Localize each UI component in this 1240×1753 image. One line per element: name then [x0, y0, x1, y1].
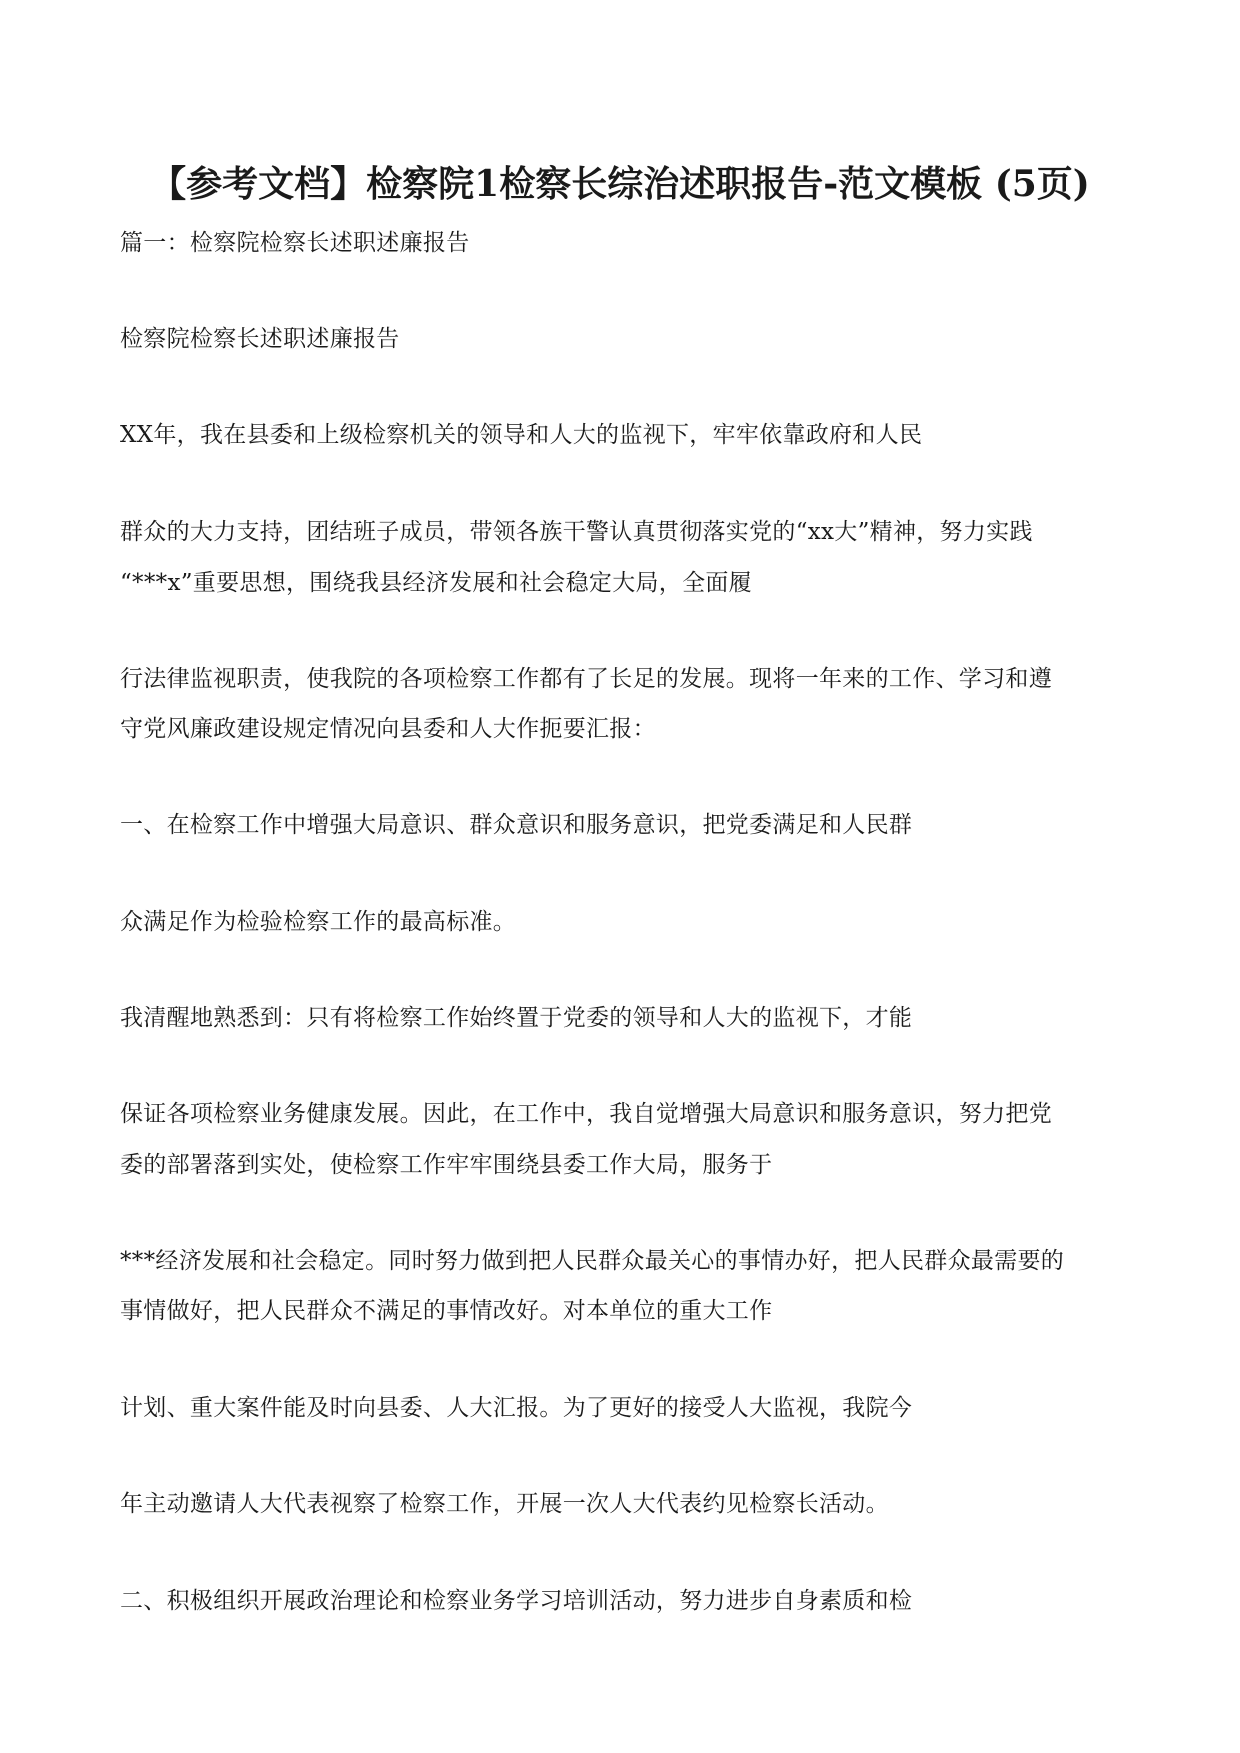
report-heading: 检察院检察长述职述廉报告 — [120, 326, 400, 352]
paragraph-line: 年主动邀请人大代表视察了检察工作，开展一次人大代表约见检察长活动。 — [120, 1491, 889, 1517]
paragraph-line: 事情做好，把人民群众不满足的事情改好。对本单位的重大工作 — [120, 1298, 773, 1324]
paragraph-line: 守党风廉政建设规定情况向县委和人大作扼要汇报： — [120, 716, 656, 742]
paragraph-line: 行法律监视职责，使我院的各项检察工作都有了长足的发展。现将一年来的工作、学习和遵 — [120, 666, 1052, 692]
paragraph-line: XX年，我在县委和上级检察机关的领导和人大的监视下，牢牢依靠政府和人民 — [120, 422, 923, 448]
paragraph-line: 众满足作为检验检察工作的最高标准。 — [120, 909, 517, 935]
paragraph-line: 保证各项检察业务健康发展。因此，在工作中，我自觉增强大局意识和服务意识，努力把党 — [120, 1101, 1052, 1127]
paragraph-line: “***x”重要思想，围绕我县经济发展和社会稳定大局，全面履 — [120, 570, 752, 596]
paragraph-line: 计划、重大案件能及时向县委、人大汇报。为了更好的接受人大监视，我院今 — [120, 1395, 913, 1421]
paragraph-line: 委的部署落到实处，使检察工作牢牢围绕县委工作大局，服务于 — [120, 1152, 773, 1178]
paragraph-line: ***经济发展和社会稳定。同时努力做到把人民群众最关心的事情办好，把人民群众最需要的 — [120, 1248, 1065, 1274]
subsection-heading: 一、在检察工作中增强大局意识、群众意识和服务意识，把党委满足和人民群 — [120, 812, 913, 838]
paragraph-line: 群众的大力支持，团结班子成员，带领各族干警认真贯彻落实党的“xx大”精神，努力实践 — [120, 519, 1033, 545]
document-title: 【参考文档】检察院1检察长综治述职报告-范文模板 (5页) — [150, 163, 1090, 205]
subsection-heading: 二、积极组织开展政治理论和检察业务学习培训活动，努力进步自身素质和检 — [120, 1588, 913, 1614]
paragraph-line: 我清醒地熟悉到：只有将检察工作始终置于党委的领导和人大的监视下，才能 — [120, 1005, 913, 1031]
section-heading: 篇一：检察院检察长述职述廉报告 — [120, 230, 470, 256]
